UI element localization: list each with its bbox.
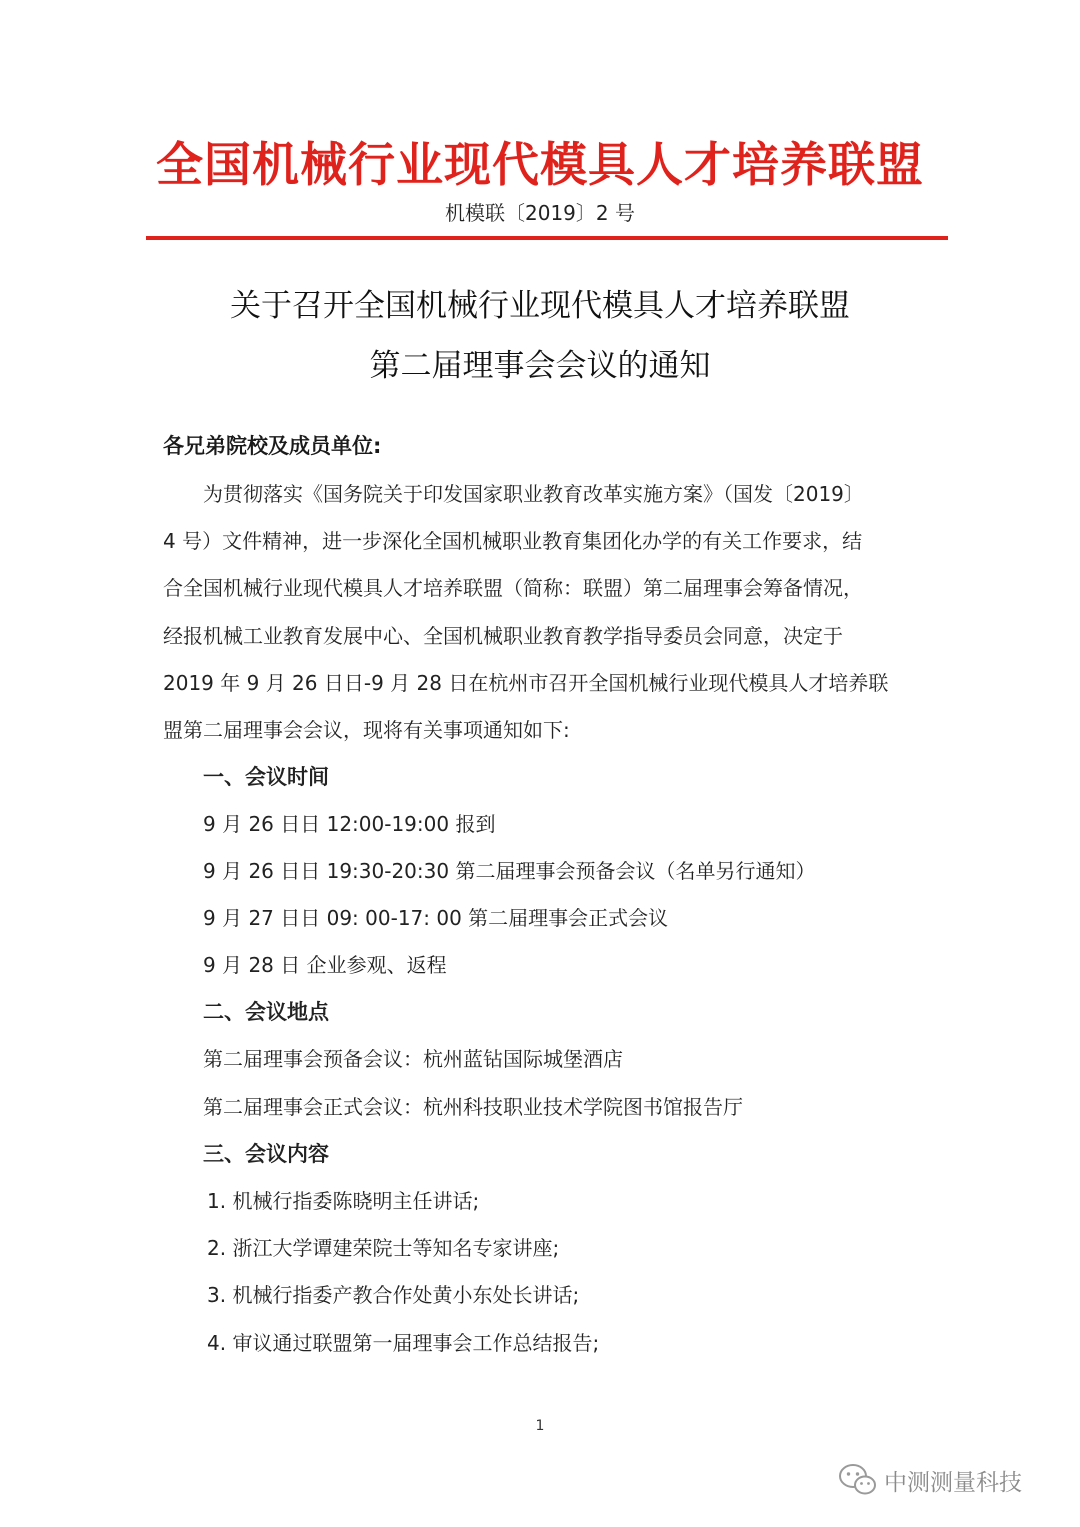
wechat-icon <box>838 1462 878 1498</box>
agenda-item: 4. 审议通过联盟第一届理事会工作总结报告; <box>207 1331 600 1355</box>
intro-line: 盟第二届理事会会议，现将有关事项通知如下: <box>163 718 570 742</box>
watermark-text: 中测测量科技 <box>884 1469 1022 1496</box>
notice-title-line-2: 第二届理事会会议的通知 <box>369 348 711 384</box>
intro-line: 4 号）文件精神，进一步深化全国机械职业教育集团化办学的有关工作要求，结 <box>163 529 863 553</box>
agenda-item: 1. 机械行指委陈晓明主任讲话; <box>207 1189 480 1213</box>
location-item: 第二届理事会正式会议：杭州科技职业技术学院图书馆报告厅 <box>203 1095 743 1119</box>
schedule-item: 9 月 27 日日 09: 00-17: 00 第二届理事会正式会议 <box>203 906 669 930</box>
organization-title: 全国机械行业现代模具人才培养联盟 <box>156 138 924 193</box>
intro-line: 合全国机械行业现代模具人才培养联盟（简称：联盟）第二届理事会筹备情况， <box>163 576 863 600</box>
watermark <box>838 1460 1022 1500</box>
intro-line: 2019 年 9 月 26 日日-9 月 28 日在杭州市召开全国机械行业现代模具人才培养联 <box>163 671 889 695</box>
section-heading-content: 三、会议内容 <box>203 1142 329 1166</box>
document-number: 机模联〔2019〕2 号 <box>445 201 635 225</box>
location-item: 第二届理事会预备会议：杭州蓝钻国际城堡酒店 <box>203 1047 623 1071</box>
notice-title-line-1: 关于召开全国机械行业现代模具人才培养联盟 <box>230 288 850 324</box>
schedule-item: 9 月 26 日日 19:30-20:30 第二届理事会预备会议（名单另行通知） <box>203 859 816 883</box>
intro-line: 经报机械工业教育发展中心、全国机械职业教育教学指导委员会同意，决定于 <box>163 624 843 648</box>
section-heading-time: 一、会议时间 <box>203 765 329 789</box>
header-red-rule <box>146 236 948 240</box>
schedule-item: 9 月 26 日日 12:00-19:00 报到 <box>203 812 496 836</box>
agenda-item: 3. 机械行指委产教合作处黄小东处长讲话; <box>207 1283 580 1307</box>
schedule-item: 9 月 28 日 企业参观、返程 <box>203 953 447 977</box>
section-heading-location: 二、会议地点 <box>203 1000 329 1024</box>
salutation: 各兄弟院校及成员单位: <box>163 434 382 458</box>
page-number: 1 <box>535 1418 545 1434</box>
agenda-item: 2. 浙江大学谭建荣院士等知名专家讲座; <box>207 1236 560 1260</box>
intro-line: 为贯彻落实《国务院关于印发国家职业教育改革实施方案》（国发〔2019〕 <box>203 482 864 506</box>
